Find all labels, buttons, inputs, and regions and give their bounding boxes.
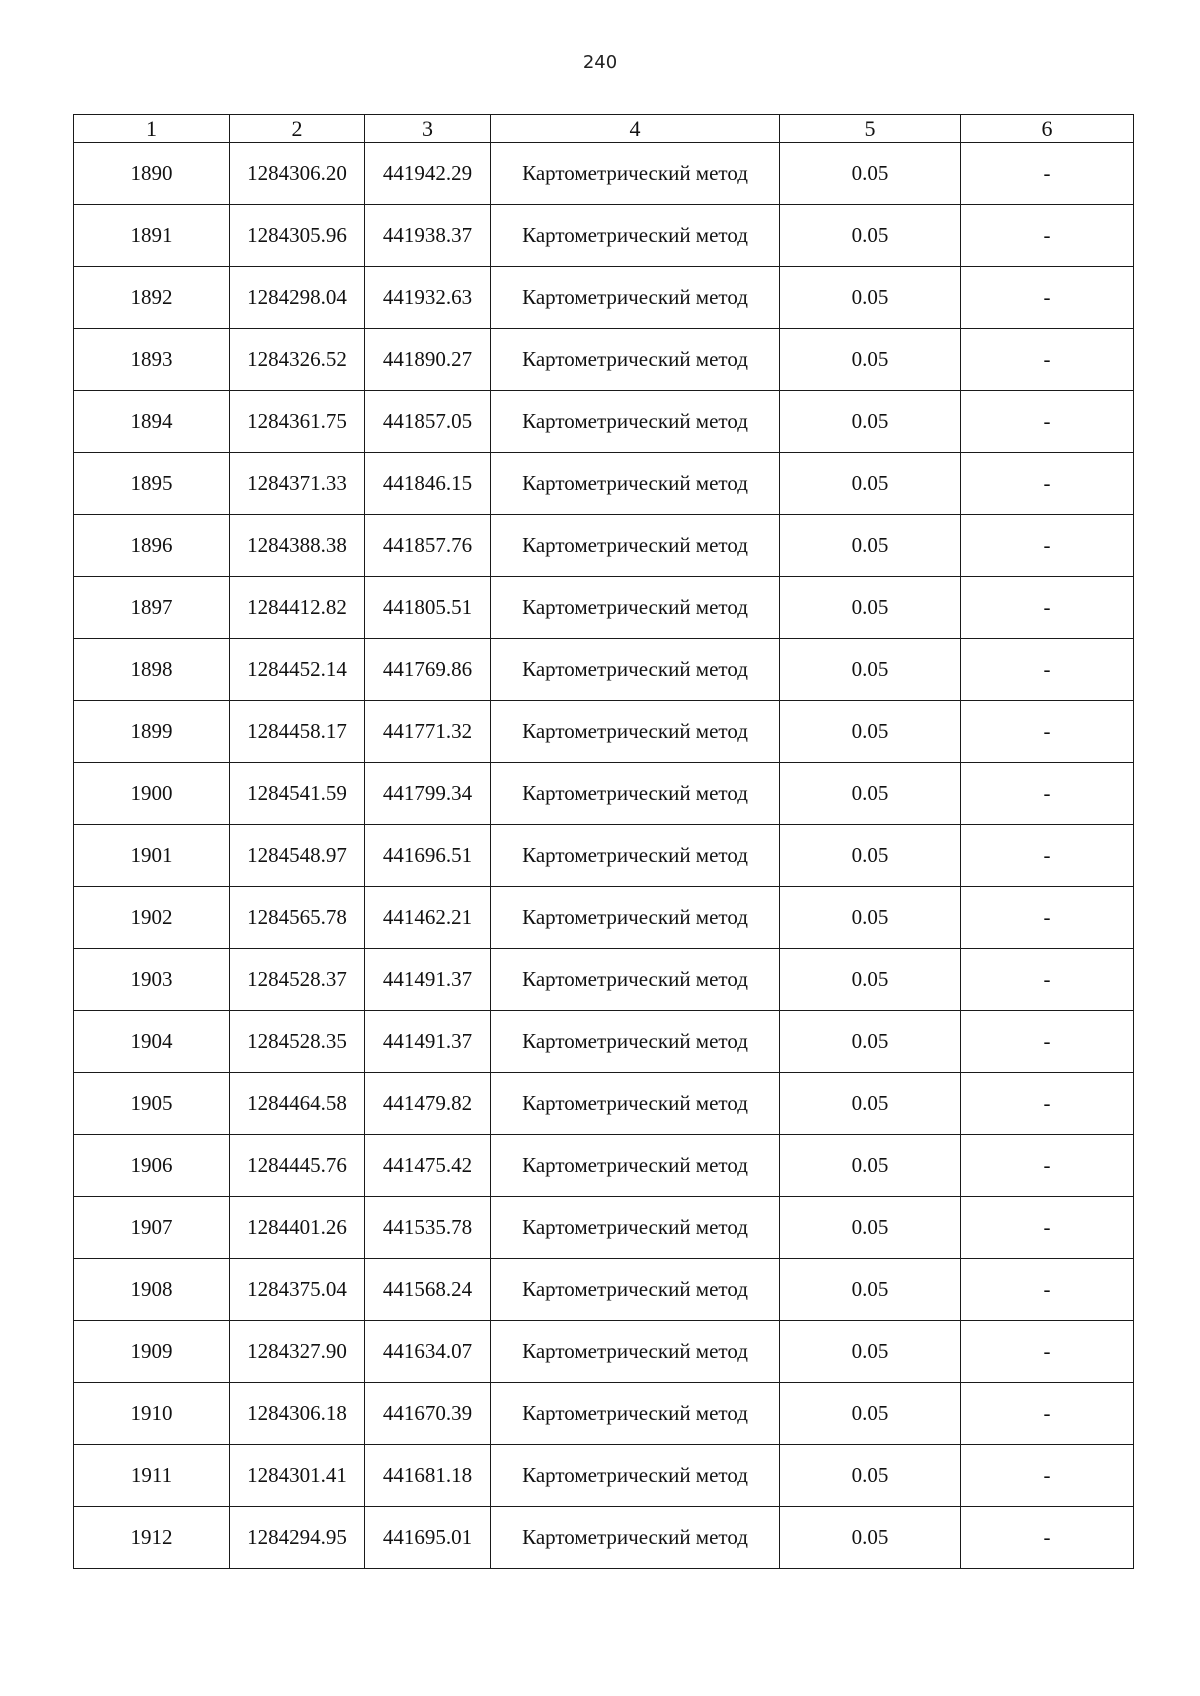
table-row xyxy=(74,949,1134,1011)
point-number-cell: 1891 xyxy=(74,205,230,267)
y-coordinate-cell: 441670.39 xyxy=(365,1383,491,1445)
x-coordinate-cell: 1284361.75 xyxy=(230,391,365,453)
method-cell: Картометрический метод xyxy=(491,1445,780,1507)
note-cell: - xyxy=(961,1507,1134,1569)
y-coordinate-cell: 441769.86 xyxy=(365,639,491,701)
point-number-cell: 1895 xyxy=(74,453,230,515)
note-cell: - xyxy=(961,329,1134,391)
table-row xyxy=(74,1321,1134,1383)
table-row xyxy=(74,1445,1134,1507)
accuracy-cell: 0.05 xyxy=(780,329,961,391)
table-row xyxy=(74,391,1134,453)
table-row xyxy=(74,1259,1134,1321)
table-row xyxy=(74,1011,1134,1073)
table-row xyxy=(74,1507,1134,1569)
point-number-cell: 1906 xyxy=(74,1135,230,1197)
accuracy-cell: 0.05 xyxy=(780,143,961,205)
method-cell: Картометрический метод xyxy=(491,515,780,577)
accuracy-cell: 0.05 xyxy=(780,825,961,887)
note-cell: - xyxy=(961,763,1134,825)
accuracy-cell: 0.05 xyxy=(780,391,961,453)
point-number-cell: 1897 xyxy=(74,577,230,639)
point-number-cell: 1894 xyxy=(74,391,230,453)
table-row xyxy=(74,825,1134,887)
method-cell: Картометрический метод xyxy=(491,1197,780,1259)
point-number-cell: 1893 xyxy=(74,329,230,391)
table-row xyxy=(74,1073,1134,1135)
method-cell: Картометрический метод xyxy=(491,1383,780,1445)
column-header-4: 4 xyxy=(491,115,780,143)
table-header-row xyxy=(74,115,1134,143)
table-row xyxy=(74,639,1134,701)
method-cell: Картометрический метод xyxy=(491,1135,780,1197)
y-coordinate-cell: 441491.37 xyxy=(365,949,491,1011)
method-cell: Картометрический метод xyxy=(491,267,780,329)
y-coordinate-cell: 441799.34 xyxy=(365,763,491,825)
x-coordinate-cell: 1284298.04 xyxy=(230,267,365,329)
point-number-cell: 1900 xyxy=(74,763,230,825)
method-cell: Картометрический метод xyxy=(491,825,780,887)
note-cell: - xyxy=(961,639,1134,701)
accuracy-cell: 0.05 xyxy=(780,1321,961,1383)
y-coordinate-cell: 441857.05 xyxy=(365,391,491,453)
y-coordinate-cell: 441462.21 xyxy=(365,887,491,949)
y-coordinate-cell: 441932.63 xyxy=(365,267,491,329)
table-row xyxy=(74,329,1134,391)
point-number-cell: 1902 xyxy=(74,887,230,949)
method-cell: Картометрический метод xyxy=(491,949,780,1011)
y-coordinate-cell: 441634.07 xyxy=(365,1321,491,1383)
note-cell: - xyxy=(961,1011,1134,1073)
x-coordinate-cell: 1284541.59 xyxy=(230,763,365,825)
x-coordinate-cell: 1284371.33 xyxy=(230,453,365,515)
note-cell: - xyxy=(961,1135,1134,1197)
y-coordinate-cell: 441942.29 xyxy=(365,143,491,205)
table-row xyxy=(74,267,1134,329)
method-cell: Картометрический метод xyxy=(491,453,780,515)
x-coordinate-cell: 1284464.58 xyxy=(230,1073,365,1135)
accuracy-cell: 0.05 xyxy=(780,1197,961,1259)
x-coordinate-cell: 1284327.90 xyxy=(230,1321,365,1383)
y-coordinate-cell: 441938.37 xyxy=(365,205,491,267)
column-header-5: 5 xyxy=(780,115,961,143)
point-number-cell: 1903 xyxy=(74,949,230,1011)
x-coordinate-cell: 1284301.41 xyxy=(230,1445,365,1507)
point-number-cell: 1904 xyxy=(74,1011,230,1073)
table-row xyxy=(74,763,1134,825)
x-coordinate-cell: 1284412.82 xyxy=(230,577,365,639)
accuracy-cell: 0.05 xyxy=(780,763,961,825)
table-row xyxy=(74,1383,1134,1445)
accuracy-cell: 0.05 xyxy=(780,701,961,763)
method-cell: Картометрический метод xyxy=(491,577,780,639)
point-number-cell: 1892 xyxy=(74,267,230,329)
point-number-cell: 1912 xyxy=(74,1507,230,1569)
point-number-cell: 1896 xyxy=(74,515,230,577)
table-row xyxy=(74,205,1134,267)
table-row xyxy=(74,887,1134,949)
method-cell: Картометрический метод xyxy=(491,391,780,453)
y-coordinate-cell: 441681.18 xyxy=(365,1445,491,1507)
note-cell: - xyxy=(961,577,1134,639)
x-coordinate-cell: 1284528.37 xyxy=(230,949,365,1011)
x-coordinate-cell: 1284326.52 xyxy=(230,329,365,391)
accuracy-cell: 0.05 xyxy=(780,1259,961,1321)
table-row xyxy=(74,1135,1134,1197)
point-number-cell: 1910 xyxy=(74,1383,230,1445)
method-cell: Картометрический метод xyxy=(491,639,780,701)
note-cell: - xyxy=(961,453,1134,515)
y-coordinate-cell: 441805.51 xyxy=(365,577,491,639)
method-cell: Картометрический метод xyxy=(491,887,780,949)
note-cell: - xyxy=(961,887,1134,949)
x-coordinate-cell: 1284306.18 xyxy=(230,1383,365,1445)
y-coordinate-cell: 441491.37 xyxy=(365,1011,491,1073)
column-header-6: 6 xyxy=(961,115,1134,143)
note-cell: - xyxy=(961,515,1134,577)
method-cell: Картометрический метод xyxy=(491,701,780,763)
method-cell: Картометрический метод xyxy=(491,143,780,205)
y-coordinate-cell: 441695.01 xyxy=(365,1507,491,1569)
x-coordinate-cell: 1284388.38 xyxy=(230,515,365,577)
note-cell: - xyxy=(961,1321,1134,1383)
point-number-cell: 1907 xyxy=(74,1197,230,1259)
accuracy-cell: 0.05 xyxy=(780,577,961,639)
method-cell: Картометрический метод xyxy=(491,329,780,391)
note-cell: - xyxy=(961,701,1134,763)
note-cell: - xyxy=(961,949,1134,1011)
x-coordinate-cell: 1284305.96 xyxy=(230,205,365,267)
x-coordinate-cell: 1284306.20 xyxy=(230,143,365,205)
point-number-cell: 1911 xyxy=(74,1445,230,1507)
x-coordinate-cell: 1284528.35 xyxy=(230,1011,365,1073)
point-number-cell: 1898 xyxy=(74,639,230,701)
note-cell: - xyxy=(961,391,1134,453)
point-number-cell: 1890 xyxy=(74,143,230,205)
y-coordinate-cell: 441771.32 xyxy=(365,701,491,763)
x-coordinate-cell: 1284375.04 xyxy=(230,1259,365,1321)
accuracy-cell: 0.05 xyxy=(780,1507,961,1569)
x-coordinate-cell: 1284565.78 xyxy=(230,887,365,949)
method-cell: Картометрический метод xyxy=(491,1321,780,1383)
accuracy-cell: 0.05 xyxy=(780,639,961,701)
table-row xyxy=(74,1197,1134,1259)
page-number: 240 xyxy=(582,52,618,73)
method-cell: Картометрический метод xyxy=(491,763,780,825)
table-row xyxy=(74,701,1134,763)
column-header-1: 1 xyxy=(74,115,230,143)
table-row xyxy=(74,577,1134,639)
x-coordinate-cell: 1284401.26 xyxy=(230,1197,365,1259)
accuracy-cell: 0.05 xyxy=(780,205,961,267)
method-cell: Картометрический метод xyxy=(491,1073,780,1135)
point-number-cell: 1901 xyxy=(74,825,230,887)
x-coordinate-cell: 1284294.95 xyxy=(230,1507,365,1569)
accuracy-cell: 0.05 xyxy=(780,949,961,1011)
accuracy-cell: 0.05 xyxy=(780,1011,961,1073)
accuracy-cell: 0.05 xyxy=(780,453,961,515)
accuracy-cell: 0.05 xyxy=(780,1445,961,1507)
table-row xyxy=(74,143,1134,205)
y-coordinate-cell: 441890.27 xyxy=(365,329,491,391)
table-row xyxy=(74,453,1134,515)
note-cell: - xyxy=(961,143,1134,205)
table-row xyxy=(74,515,1134,577)
point-number-cell: 1905 xyxy=(74,1073,230,1135)
method-cell: Картометрический метод xyxy=(491,205,780,267)
note-cell: - xyxy=(961,1197,1134,1259)
point-number-cell: 1899 xyxy=(74,701,230,763)
y-coordinate-cell: 441479.82 xyxy=(365,1073,491,1135)
y-coordinate-cell: 441857.76 xyxy=(365,515,491,577)
method-cell: Картометрический метод xyxy=(491,1011,780,1073)
y-coordinate-cell: 441846.15 xyxy=(365,453,491,515)
y-coordinate-cell: 441475.42 xyxy=(365,1135,491,1197)
table-body xyxy=(74,143,1134,1569)
note-cell: - xyxy=(961,825,1134,887)
method-cell: Картометрический метод xyxy=(491,1507,780,1569)
x-coordinate-cell: 1284458.17 xyxy=(230,701,365,763)
note-cell: - xyxy=(961,1383,1134,1445)
coordinates-table xyxy=(73,114,1134,1569)
x-coordinate-cell: 1284445.76 xyxy=(230,1135,365,1197)
accuracy-cell: 0.05 xyxy=(780,1073,961,1135)
x-coordinate-cell: 1284548.97 xyxy=(230,825,365,887)
x-coordinate-cell: 1284452.14 xyxy=(230,639,365,701)
accuracy-cell: 0.05 xyxy=(780,267,961,329)
note-cell: - xyxy=(961,1259,1134,1321)
accuracy-cell: 0.05 xyxy=(780,1135,961,1197)
note-cell: - xyxy=(961,267,1134,329)
note-cell: - xyxy=(961,1445,1134,1507)
method-cell: Картометрический метод xyxy=(491,1259,780,1321)
accuracy-cell: 0.05 xyxy=(780,515,961,577)
accuracy-cell: 0.05 xyxy=(780,1383,961,1445)
accuracy-cell: 0.05 xyxy=(780,887,961,949)
point-number-cell: 1908 xyxy=(74,1259,230,1321)
column-header-3: 3 xyxy=(365,115,491,143)
y-coordinate-cell: 441696.51 xyxy=(365,825,491,887)
note-cell: - xyxy=(961,1073,1134,1135)
column-header-2: 2 xyxy=(230,115,365,143)
y-coordinate-cell: 441535.78 xyxy=(365,1197,491,1259)
y-coordinate-cell: 441568.24 xyxy=(365,1259,491,1321)
note-cell: - xyxy=(961,205,1134,267)
point-number-cell: 1909 xyxy=(74,1321,230,1383)
